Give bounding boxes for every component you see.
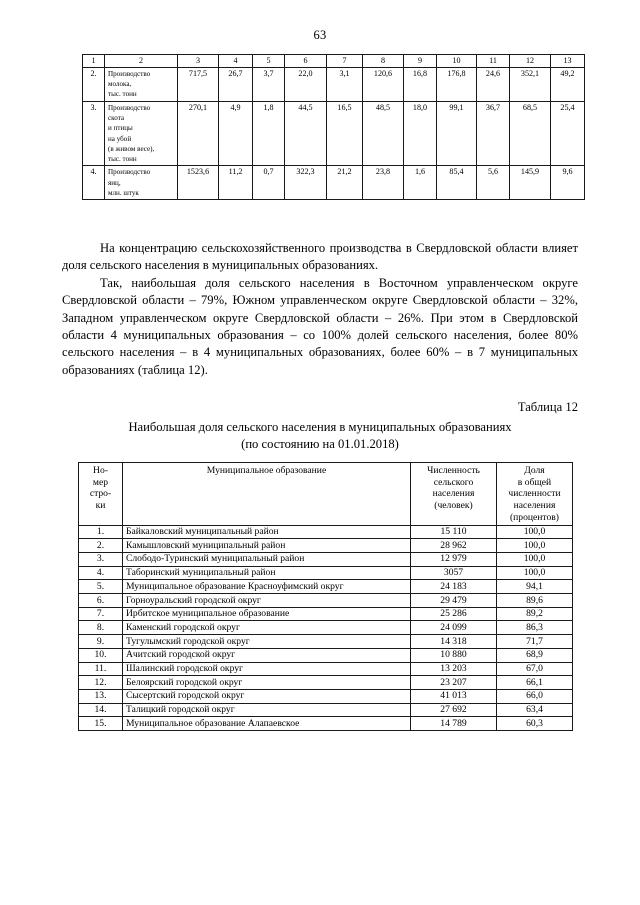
- header-row-number-line: ки: [95, 500, 106, 512]
- municipality-name: Таборинский муниципальный район: [123, 566, 411, 580]
- row-index: 3.: [83, 101, 105, 166]
- data-cell: 85,4: [437, 166, 477, 200]
- indicator-name-line: млн. штук: [108, 188, 139, 197]
- table-row: [79, 607, 573, 621]
- data-cell: 3,7: [253, 67, 285, 101]
- rural-population: 12 979: [411, 552, 497, 566]
- row-number: 15.: [79, 717, 123, 731]
- table-row: [79, 580, 573, 594]
- paragraph-2: Так, наибольшая доля сельского населения в Восточном управленческом округе Свердловской области – 79%, Южном управленческом округе Свердловской области – 32%, Западном управленческом округе Свердловской области – 26%. При этом в Свердловской области 4 муниципальных образования – со 100% долей сельского населения, более 80% сельского населения – в 4 муниципальных образованиях, более 60% – в 7 муниципальных образованиях (таблица 12).: [62, 275, 578, 377]
- top-table: [82, 54, 585, 200]
- data-cell: 48,5: [363, 101, 404, 166]
- population-share: 100,0: [497, 539, 573, 553]
- row-number: 13.: [79, 689, 123, 703]
- rural-population: 24 183: [411, 580, 497, 594]
- data-cell: 270,1: [178, 101, 219, 166]
- rural-population: 28 962: [411, 539, 497, 553]
- indicator-name-line: Производство: [108, 103, 151, 112]
- population-share: 71,7: [497, 635, 573, 649]
- header-population-line: (человек): [434, 500, 473, 512]
- top-table-container: [82, 54, 575, 200]
- indicator-name: [105, 101, 178, 166]
- rural-population: 15 110: [411, 525, 497, 539]
- top-table-column-header: 6: [285, 55, 327, 68]
- data-cell: 22,0: [285, 67, 327, 101]
- table-row: [79, 525, 573, 539]
- indicator-name-line: скота: [108, 113, 125, 122]
- top-table-header-row: [83, 55, 585, 68]
- municipality-name: Ирбитское муниципальное образование: [123, 607, 411, 621]
- header-share-line: (процентов): [509, 511, 560, 523]
- table-row: [83, 101, 585, 166]
- data-cell: 145,9: [510, 166, 551, 200]
- header-share-line: численности: [508, 488, 561, 500]
- population-share: 100,0: [497, 552, 573, 566]
- municipality-name: Камышловский муниципальный район: [123, 539, 411, 553]
- population-share: 60,3: [497, 717, 573, 731]
- population-share: 86,3: [497, 621, 573, 635]
- data-cell: 5,6: [477, 166, 510, 200]
- rural-population: 3057: [411, 566, 497, 580]
- population-share: 100,0: [497, 566, 573, 580]
- row-number: 6.: [79, 594, 123, 608]
- paragraph-1: На концентрацию сельскохозяйственного производства в Свердловской области влияет доля сельского населения в муниципальных образованиях.: [62, 241, 578, 273]
- population-share: 89,6: [497, 594, 573, 608]
- header-population: [411, 463, 497, 526]
- header-population-line: сельского: [433, 476, 474, 488]
- population-share: 66,0: [497, 689, 573, 703]
- row-number: 3.: [79, 552, 123, 566]
- header-share: [497, 463, 573, 526]
- top-table-column-header: 12: [510, 55, 551, 68]
- data-cell: 21,2: [327, 166, 363, 200]
- data-cell: 3,1: [327, 67, 363, 101]
- top-table-column-header: 11: [477, 55, 510, 68]
- indicator-name: [105, 166, 178, 200]
- municipality-name: Горноуральский городской округ: [123, 594, 411, 608]
- header-row-number-line: мер: [92, 476, 109, 488]
- data-cell: 18,0: [404, 101, 437, 166]
- header-municipality: Муниципальное образование: [123, 463, 411, 526]
- table-row: [79, 662, 573, 676]
- table-row: [79, 635, 573, 649]
- indicator-name: [105, 67, 178, 101]
- rural-population: 24 099: [411, 621, 497, 635]
- header-row-number-line: Но-: [93, 465, 108, 476]
- table-row: [79, 648, 573, 662]
- rural-population: 41 013: [411, 689, 497, 703]
- header-population-line: населения: [432, 488, 475, 500]
- municipality-name: Муниципальное образование Красноуфимский округ: [123, 580, 411, 594]
- row-number: 7.: [79, 607, 123, 621]
- municipality-name: Шалинский городской округ: [123, 662, 411, 676]
- rural-population: 14 789: [411, 717, 497, 731]
- top-table-column-header: 1: [83, 55, 105, 68]
- municipality-name: Тугулымский городской округ: [123, 635, 411, 649]
- data-cell: 1523,6: [178, 166, 219, 200]
- table-row: [83, 166, 585, 200]
- data-cell: 9,6: [551, 166, 585, 200]
- top-table-column-header: 4: [219, 55, 253, 68]
- top-table-column-header: 7: [327, 55, 363, 68]
- municipality-name: Сысертский городской округ: [123, 689, 411, 703]
- rural-population: 29 479: [411, 594, 497, 608]
- municipality-name: Каменский городской округ: [123, 621, 411, 635]
- top-table-column-header: 13: [551, 55, 585, 68]
- municipality-name: Талицкий городской округ: [123, 703, 411, 717]
- table-title: [62, 419, 578, 453]
- data-cell: 23,8: [363, 166, 404, 200]
- data-cell: 68,5: [510, 101, 551, 166]
- row-number: 1.: [79, 525, 123, 539]
- table-title-line-2: (по состоянию на 01.01.2018): [241, 437, 399, 451]
- row-number: 5.: [79, 580, 123, 594]
- data-cell: 25,4: [551, 101, 585, 166]
- indicator-name-line: тыс. тонн: [108, 155, 137, 164]
- rural-population: 14 318: [411, 635, 497, 649]
- data-cell: 24,6: [477, 67, 510, 101]
- table-number-label: Таблица 12: [517, 400, 578, 414]
- row-number: 10.: [79, 648, 123, 662]
- row-number: 11.: [79, 662, 123, 676]
- row-number: 4.: [79, 566, 123, 580]
- data-cell: 16,8: [404, 67, 437, 101]
- header-population-line: Численность: [427, 465, 480, 476]
- table-row: [79, 689, 573, 703]
- top-table-column-header: 8: [363, 55, 404, 68]
- municipality-name: Байкаловский муниципальный район: [123, 525, 411, 539]
- table-row: [79, 566, 573, 580]
- table-row: [79, 703, 573, 717]
- municipality-name: Белоярский городской округ: [123, 676, 411, 690]
- data-cell: 26,7: [219, 67, 253, 101]
- table-title-line-1: Наибольшая доля сельского населения в муниципальных образованиях: [128, 420, 512, 434]
- indicator-name-line: (в живом весе),: [108, 144, 155, 153]
- population-share: 66,1: [497, 676, 573, 690]
- header-share-line: в общей: [517, 476, 552, 488]
- indicator-name-line: тыс. тонн: [108, 90, 137, 99]
- row-number: 12.: [79, 676, 123, 690]
- population-share: 67,0: [497, 662, 573, 676]
- indicator-name-line: яиц,: [108, 178, 121, 187]
- top-table-column-header: 3: [178, 55, 219, 68]
- data-cell: 36,7: [477, 101, 510, 166]
- data-cell: 717,5: [178, 67, 219, 101]
- data-cell: 352,1: [510, 67, 551, 101]
- population-share: 94,1: [497, 580, 573, 594]
- data-cell: 49,2: [551, 67, 585, 101]
- top-table-column-header: 9: [404, 55, 437, 68]
- row-number: 14.: [79, 703, 123, 717]
- table-row: [79, 717, 573, 731]
- indicator-name-line: Производство: [108, 168, 151, 177]
- data-cell: 99,1: [437, 101, 477, 166]
- header-share-line: населения: [513, 500, 556, 512]
- page-number: 63: [313, 28, 327, 42]
- table-row: [79, 621, 573, 635]
- row-index: 4.: [83, 166, 105, 200]
- rural-population: 27 692: [411, 703, 497, 717]
- municipality-name: Ачитский городской округ: [123, 648, 411, 662]
- municipality-name: Муниципальное образование Алапаевское: [123, 717, 411, 731]
- population-share: 89,2: [497, 607, 573, 621]
- data-cell: 120,6: [363, 67, 404, 101]
- table-row: [79, 552, 573, 566]
- data-cell: 11,2: [219, 166, 253, 200]
- data-cell: 16,5: [327, 101, 363, 166]
- indicator-name-line: Производство: [108, 69, 151, 78]
- indicator-name-line: на убой: [108, 134, 132, 143]
- data-cell: 322,3: [285, 166, 327, 200]
- row-number: 2.: [79, 539, 123, 553]
- top-table-column-header: 5: [253, 55, 285, 68]
- rural-population: 25 286: [411, 607, 497, 621]
- table-row: [79, 539, 573, 553]
- data-cell: 1,8: [253, 101, 285, 166]
- population-share: 68,9: [497, 648, 573, 662]
- rural-population: 10 880: [411, 648, 497, 662]
- row-index: 2.: [83, 67, 105, 101]
- rural-population: 13 203: [411, 662, 497, 676]
- data-cell: 4,9: [219, 101, 253, 166]
- municipality-name: Слободо-Туринский муниципальный район: [123, 552, 411, 566]
- row-number: 8.: [79, 621, 123, 635]
- indicator-name-line: и птицы: [108, 124, 133, 133]
- indicator-name-line: молока,: [108, 80, 132, 89]
- data-cell: 1,6: [404, 166, 437, 200]
- population-share: 63,4: [497, 703, 573, 717]
- bottom-table-header-row: [79, 463, 573, 526]
- table-row: [83, 67, 585, 101]
- top-table-column-header: 10: [437, 55, 477, 68]
- top-table-column-header: 2: [105, 55, 178, 68]
- header-share-line: Доля: [524, 465, 545, 476]
- table-row: [79, 594, 573, 608]
- body-text: [62, 240, 578, 379]
- header-row-number: [79, 463, 123, 526]
- data-cell: 0,7: [253, 166, 285, 200]
- rural-population: 23 207: [411, 676, 497, 690]
- table-row: [79, 676, 573, 690]
- bottom-table: [78, 462, 573, 731]
- row-number: 9.: [79, 635, 123, 649]
- data-cell: 176,8: [437, 67, 477, 101]
- population-share: 100,0: [497, 525, 573, 539]
- bottom-table-container: [78, 462, 572, 731]
- header-row-number-line: стро-: [89, 488, 112, 500]
- data-cell: 44,5: [285, 101, 327, 166]
